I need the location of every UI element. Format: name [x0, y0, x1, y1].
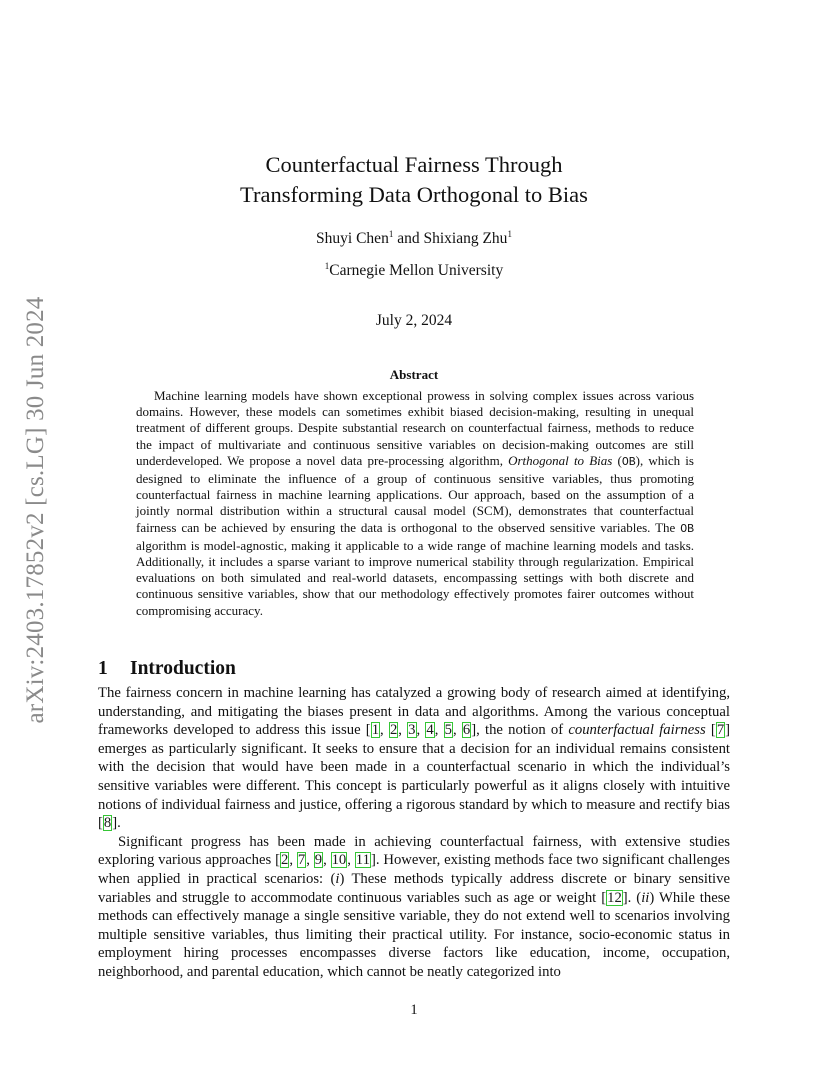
- affiliation: [0, 261, 828, 281]
- citation-link[interactable]: 6: [462, 722, 471, 739]
- section-title: Introduction: [130, 658, 236, 679]
- citation-link[interactable]: 7: [297, 852, 306, 869]
- abstract-segment: algorithm is model-agnostic, making it applicable to a wide range of machine learning models and tasks. Additionally, it includes a sparse variant to improve numerical stability through regularization. Empirical evaluations on both simulated and real-world datasets, encompassing settings with both discrete and continuous sensitive variables, show that our methodology effectively promotes fairer outcomes without compromising accuracy.: [136, 537, 694, 618]
- author-conjunction: and: [393, 230, 424, 247]
- citation-link[interactable]: 9: [314, 852, 323, 869]
- citation-link[interactable]: 8: [103, 815, 112, 832]
- citation-link[interactable]: 5: [444, 722, 452, 739]
- abstract-text: [136, 388, 694, 619]
- title-line-1: Counterfactual Fairness Through: [265, 152, 563, 177]
- text-segment: ].: [112, 815, 121, 832]
- abstract-segment: ), which is designed to eliminate the influence of a group of continuous sensitive variables, thus promoting counterfactual fairness in machine learning applications. Our approach, based on the assumption of a jointly normal distribution within a structural causal model (SCM), demonstrates that counterfactual fairness can be achieved by ensuring the data is orthogonal to the observed sensitive variables. The: [136, 452, 694, 535]
- abstract-heading: Abstract: [389, 367, 439, 382]
- citation-link[interactable]: 7: [716, 722, 725, 739]
- author-list: [0, 229, 828, 249]
- paper-date: July 2, 2024: [375, 312, 453, 329]
- title-line-2: Transforming Data Orthogonal to Bias: [240, 182, 588, 207]
- text-segment: ] emerges as particularly significant. It seeks to ensure that a decision for an individual remains consistent with the decision that would have been made in a counterfactual scenario in which the individual’s sensitive variables were different. This concept is particularly powerful as it aligns closely with intuitive notions of individual fairness and justice, offering a rigorous standard by which to measure and rectify bias [: [98, 722, 731, 832]
- emphasized-term: counterfactual fairness: [568, 722, 706, 739]
- affiliation-name: Carnegie Mellon University: [329, 262, 504, 279]
- text-segment: ) These methods typically address discrete or binary sensitive variables and struggle to accommodate continuous variables such as age or weight [: [98, 870, 730, 906]
- section-heading: [98, 657, 236, 681]
- text-segment: ]. (: [622, 889, 642, 906]
- method-name: Orthogonal to Bias: [508, 452, 613, 468]
- citation-link[interactable]: 3: [408, 722, 416, 739]
- page-number: 1: [410, 1002, 418, 1018]
- text-segment: ], the notion of: [471, 722, 569, 739]
- text-segment: ) While these methods can effectively manage a single sensitive variable, they do not extend well to scenarios involving multiple sensitive variables, thus limiting their practical utility. For instance, socio-economic status in employment hiring processes encompasses diverse factors like education, income, occupation, neighborhood, and parental education, which cannot be neatly categorized into: [98, 889, 730, 980]
- author-name: Shuyi Chen: [316, 230, 389, 247]
- text-segment: Significant progress has been made in achieving counterfactual fairness, with extensive studies exploring various approaches [: [98, 833, 730, 869]
- text-segment: ]. However, existing methods face two significant challenges when applied in practical scenarios: (: [98, 852, 731, 887]
- method-abbrev: OB: [680, 522, 694, 536]
- arxiv-id: arXiv:2403.17852v2 [cs.LG] 30 Jun 2024: [22, 296, 49, 724]
- roman-numeral: i: [335, 870, 340, 887]
- roman-numeral: ii: [641, 889, 650, 906]
- citation-link[interactable]: 2: [281, 852, 289, 869]
- paragraph: Significant progress has been made in achieving counterfactual fairness, with extensive studies exploring various approaches [2, 7, 9, 10, 11]. However, existing methods face two significant challenges when applied in practical scenarios: (i) These methods typically address discrete or binary sensitive variables and struggle to accommodate continuous variables such as age or weight [12]. (ii) While these methods can effectively manage a single sensitive variable, they do not extend well to scenarios involving multiple sensitive variables, thus limiting their practical utility. For instance, socio-economic status in employment hiring processes encompasses diverse factors like education, income, occupation, neighborhood, and parental education, which cannot be neatly categorized into: [98, 833, 731, 980]
- citation-link[interactable]: 11: [355, 852, 370, 869]
- introduction-body: [98, 684, 730, 982]
- author-name: Shixiang Zhu: [423, 230, 508, 247]
- citation-link[interactable]: 4: [426, 722, 434, 739]
- method-abbrev: OB: [621, 455, 636, 469]
- citation-link[interactable]: 2: [389, 722, 398, 739]
- citation-link[interactable]: 1: [371, 722, 380, 739]
- paragraph: The fairness concern in machine learning has catalyzed a growing body of research aimed at identifying, understanding, and mitigating the biases present in data and algorithms. Among the various conceptual frameworks developed to address this issue [1, 2, 3, 4, 5, 6], the notion of counterfactual fairness [7] emerges as particularly significant. It seeks to ensure that a decision for an individual remains consistent with the decision that would have been made in a counterfactual scenario in which the individual’s sensitive variables were different. This concept is particularly powerful as it aligns closely with intuitive notions of individual fairness and justice, offering a rigorous standard by which to measure and rectify bias [8].: [98, 685, 731, 832]
- text-segment: [: [705, 722, 716, 739]
- author-affiliation-mark: 1: [388, 229, 394, 239]
- text-segment: The fairness concern in machine learning has catalyzed a growing body of research aimed at identifying, understanding, and mitigating the biases present in data and algorithms. Among the various conceptual frameworks developed to address this issue [: [98, 685, 730, 739]
- citation-link[interactable]: 10: [331, 852, 347, 869]
- abstract-segment: (: [612, 452, 622, 468]
- author-affiliation-mark: 1: [507, 229, 512, 239]
- abstract-segment: Machine learning models have shown exceptional prowess in solving complex issues across various domains. However, these models can sometimes exhibit biased decision-making, resulting in unequal treatment of different groups. Despite substantial research on counterfactual fairness, methods to reduce the impact of multivariate and continuous sensitive variables on decision-making outcomes are still underdeveloped. We propose a novel data pre-processing algorithm,: [136, 388, 694, 468]
- affiliation-mark: 1: [324, 261, 330, 271]
- paper-title: [0, 150, 828, 210]
- section-number: 1: [98, 658, 108, 679]
- citation-link[interactable]: 12: [607, 889, 622, 906]
